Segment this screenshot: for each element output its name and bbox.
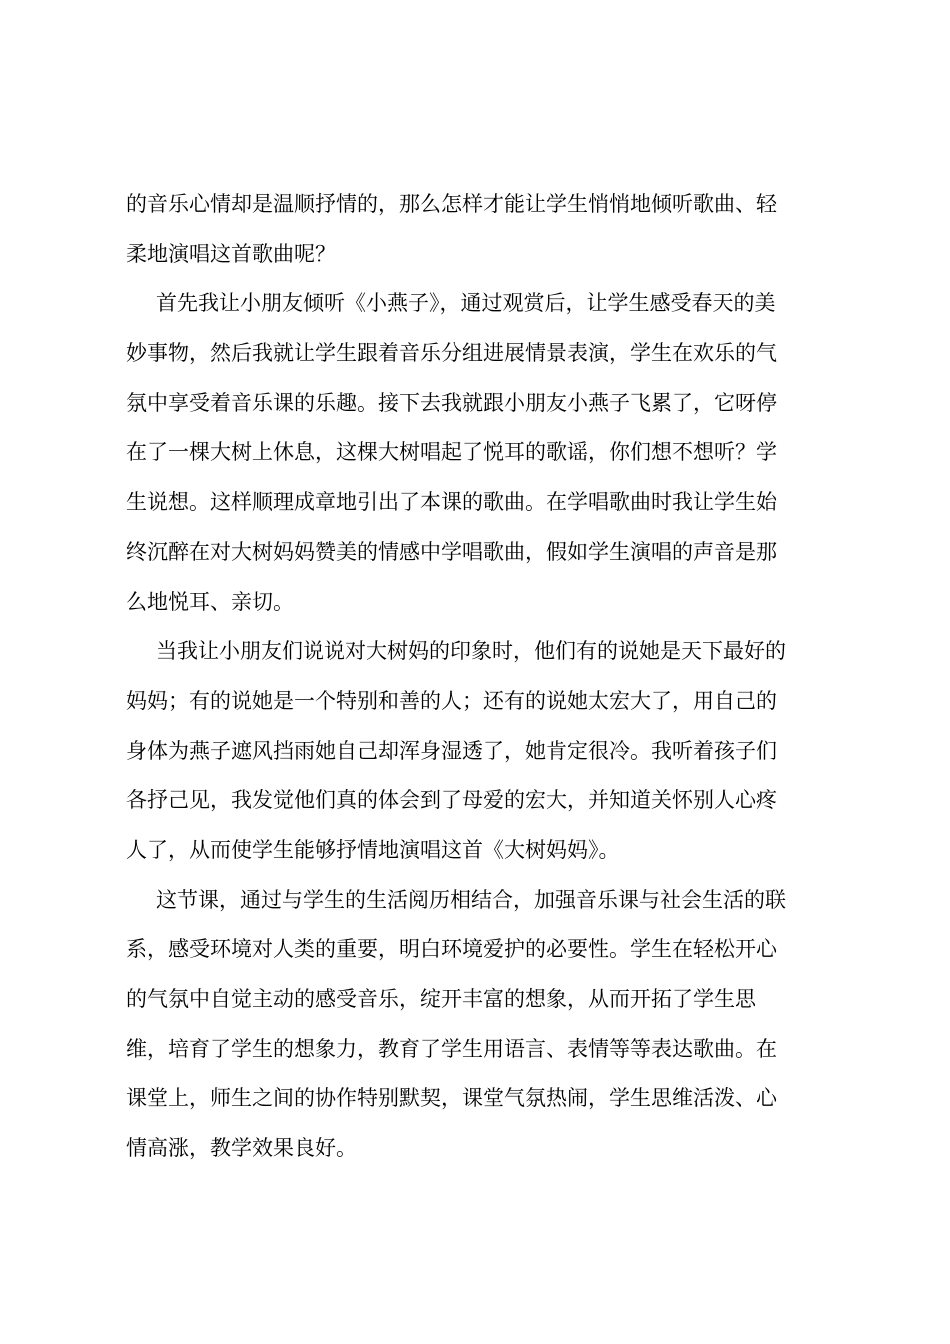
paragraph-2-line-6: 终沉醉在对大树妈妈赞美的情感中学唱歌曲，假如学生演唱的声音是那 [126, 539, 777, 564]
paragraph-4-line-1: 这节课，通过与学生的生活阅历相结合，加强音乐课与社会生活的联 [156, 887, 786, 912]
paragraph-4-line-3: 的气氛中自觉主动的感受音乐，绽开丰富的想象，从而开拓了学生思 [126, 987, 756, 1011]
paragraph-4-line-6: 情高涨，教学效果良好。 [126, 1136, 357, 1161]
document-body [126, 180, 834, 1174]
paragraph-2-line-3: 氛中享受着音乐课的乐趣。接下去我就跟小朋友小燕子飞累了，它呀停 [126, 390, 777, 415]
paragraph-3-line-2: 妈妈；有的说她是一个特别和善的人；还有的说她太宏大了，用自己的 [126, 688, 777, 713]
paragraph-2-line-2: 妙事物，然后我就让学生跟着音乐分组进展情景表演，学生在欢乐的气 [126, 341, 777, 366]
paragraph-4-line-2: 系，感受环境对人类的重要，明白环境爱护的必要性。学生在轻松开心 [126, 937, 777, 962]
paragraph-1-line-2: 柔地演唱这首歌曲呢？ [126, 241, 336, 266]
paragraph-4-line-5: 课堂上，师生之间的协作特别默契，课堂气氛热闹，学生思维活泼、心 [126, 1086, 777, 1111]
paragraph-2-line-7: 么地悦耳、亲切。 [126, 589, 294, 614]
paragraph-2-line-5: 生说想。这样顺理成章地引出了本课的歌曲。在学唱歌曲时我让学生始 [126, 490, 777, 515]
paragraph-3-line-4: 各抒己见，我发觉他们真的体会到了母爱的宏大，并知道关怀别人心疼 [126, 788, 777, 813]
paragraph-2-line-1: 首先我让小朋友倾听《小燕子》，通过观赏后，让学生感受春天的美 [156, 291, 776, 316]
paragraph-3-line-5: 人了，从而使学生能够抒情地演唱这首《大树妈妈》。 [126, 837, 620, 862]
paragraph-2-line-4: 在了一棵大树上休息，这棵大树唱起了悦耳的歌谣，你们想不想听？学 [126, 440, 777, 465]
paragraph-1-line-1: 的音乐心情却是温顺抒情的，那么怎样才能让学生悄悄地倾听歌曲、轻 [126, 192, 777, 216]
paragraph-3-line-1: 当我让小朋友们说说对大树妈的印象时，他们有的说她是天下最好的 [156, 639, 786, 664]
paragraph-4-line-4: 维，培育了学生的想象力，教育了学生用语言、表情等等表达歌曲。在 [126, 1036, 777, 1061]
paragraph-3-line-3: 身体为燕子遮风挡雨她自己却浑身湿透了，她肯定很冷。我听着孩子们 [126, 738, 777, 763]
